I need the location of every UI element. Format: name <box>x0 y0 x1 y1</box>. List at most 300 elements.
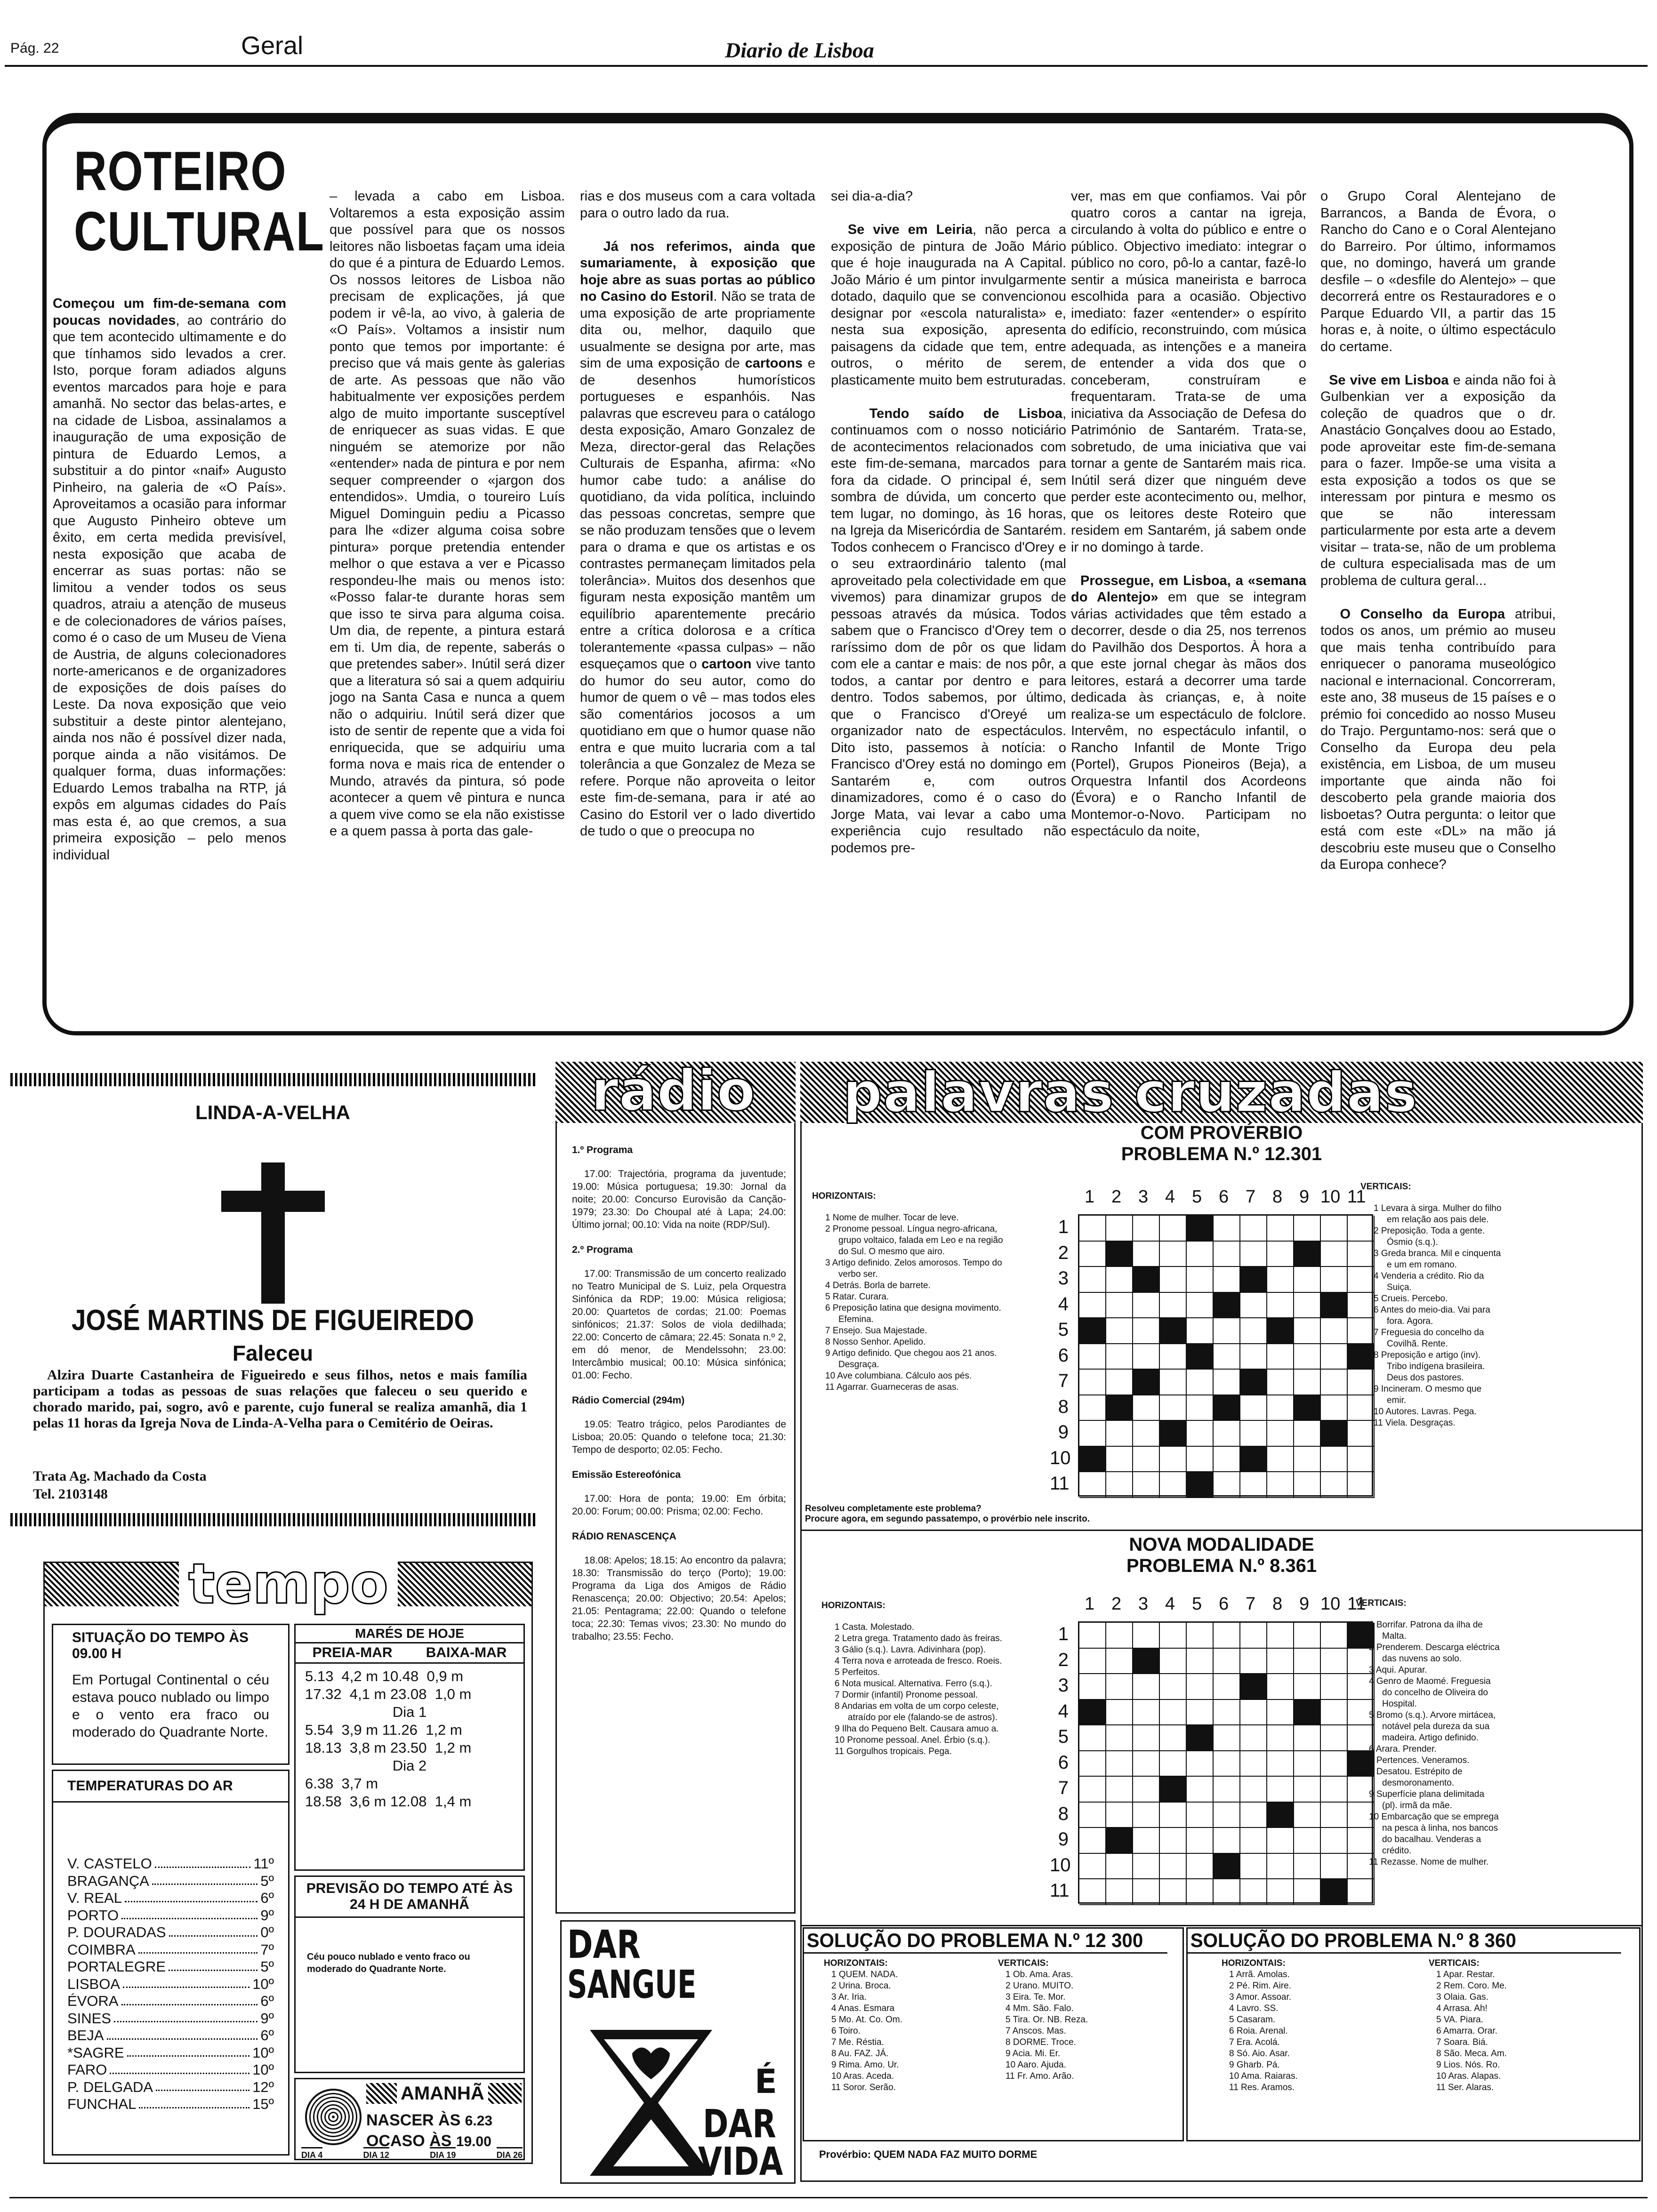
clue-item: 2 Preposição. Toda a gente. Ósmio (s.q.). <box>1374 1226 1485 1247</box>
grid-cell[interactable] <box>1187 1370 1214 1395</box>
clue-item: 2 Prenderem. Descarga eléctrica das nuvens ao solo. <box>1369 1643 1500 1664</box>
grid-cell[interactable] <box>1187 1649 1214 1675</box>
clue-item: 5 Bromo (s.q.). Arvore mirtácea, notável pela dureza da sua madeira. Artigo definido. <box>1369 1710 1496 1743</box>
grid-cell[interactable] <box>1079 1879 1106 1905</box>
grid-cell[interactable] <box>1294 1879 1321 1905</box>
grid-cell[interactable] <box>1267 1447 1294 1473</box>
grid-cell[interactable] <box>1267 1242 1294 1267</box>
grid-col-number: 11 <box>1347 1187 1366 1207</box>
grid-cell[interactable] <box>1133 1370 1160 1395</box>
s2-h-label: HORIZONTAIS: <box>1222 1958 1286 1968</box>
grid-cell[interactable] <box>1160 1777 1187 1803</box>
s1-h-list <box>818 1969 959 2093</box>
grid-cell[interactable] <box>1160 1370 1187 1395</box>
grid-cell[interactable] <box>1240 1725 1267 1751</box>
grid-cell[interactable] <box>1294 1828 1321 1854</box>
grid-cell[interactable] <box>1133 1803 1160 1828</box>
grid-cell[interactable] <box>1079 1216 1106 1242</box>
clue-item: 7 Ensejo. Sua Majestade. <box>825 1326 927 1336</box>
grid-col-number: 11 <box>1347 1594 1366 1614</box>
grid-cell[interactable] <box>1214 1216 1240 1242</box>
grid-cell[interactable] <box>1133 1472 1160 1498</box>
solution-item: 8 São. Meca. Am. <box>1436 2049 1507 2059</box>
grid-cell[interactable] <box>1079 1344 1106 1370</box>
grid-cell[interactable] <box>1214 1854 1240 1880</box>
grid-cell[interactable] <box>1133 1854 1160 1880</box>
p2-h-list <box>821 1622 1019 1757</box>
grid-cell[interactable] <box>1106 1623 1133 1649</box>
grid-cell[interactable] <box>1267 1674 1294 1700</box>
grid-cell[interactable] <box>1321 1267 1348 1293</box>
grid-cell[interactable] <box>1267 1216 1294 1242</box>
grid-cell[interactable] <box>1294 1623 1321 1649</box>
grid-cell[interactable] <box>1106 1777 1133 1803</box>
grid-cell[interactable] <box>1133 1879 1160 1905</box>
clue-item: 6 Preposição latina que designa movimento. Efemina. <box>825 1303 1001 1324</box>
clue-item: 4 Venderia a crédito. Rio da Suiça. <box>1374 1271 1484 1292</box>
grid-cell[interactable] <box>1160 1216 1187 1242</box>
grid-cell[interactable] <box>1240 1242 1267 1267</box>
grid-cell[interactable] <box>1106 1242 1133 1267</box>
clue-item: 9 Incineram. O mesmo que emir. <box>1374 1384 1482 1405</box>
grid-cell[interactable] <box>1160 1725 1187 1751</box>
grid-cell[interactable] <box>1240 1828 1267 1854</box>
grid-cell[interactable] <box>1187 1447 1214 1473</box>
obituary-agency: Trata Ag. Machado da Costa <box>33 1468 207 1484</box>
grid-cell[interactable] <box>1133 1421 1160 1447</box>
grid-cell[interactable] <box>1079 1700 1106 1726</box>
grid-cell[interactable] <box>1079 1293 1106 1319</box>
grid-cell[interactable] <box>1321 1777 1348 1803</box>
grid-cell[interactable] <box>1079 1674 1106 1700</box>
grid-cell[interactable] <box>1240 1879 1267 1905</box>
grid-cell[interactable] <box>1133 1674 1160 1700</box>
grid-cell[interactable] <box>1214 1370 1240 1395</box>
grid-cell[interactable] <box>1106 1267 1133 1293</box>
grid-cell[interactable] <box>1240 1700 1267 1726</box>
grid-cell[interactable] <box>1294 1293 1321 1319</box>
grid-cell[interactable] <box>1240 1267 1267 1293</box>
grid-cell[interactable] <box>1133 1344 1160 1370</box>
grid-cell[interactable] <box>1106 1751 1133 1777</box>
grid-cell[interactable] <box>1079 1623 1106 1649</box>
grid-cell[interactable] <box>1294 1421 1321 1447</box>
clue-item: 1 Casta. Molestado. <box>835 1622 914 1632</box>
grid-cell[interactable] <box>1267 1370 1294 1395</box>
grid-cell[interactable] <box>1321 1725 1348 1751</box>
grid-cell[interactable] <box>1106 1421 1133 1447</box>
grid-cell[interactable] <box>1106 1447 1133 1473</box>
grid-cell[interactable] <box>1267 1623 1294 1649</box>
grid-cell[interactable] <box>1294 1318 1321 1344</box>
grid-cell[interactable] <box>1267 1649 1294 1675</box>
grid-cell[interactable] <box>1240 1447 1267 1473</box>
grid-cell[interactable] <box>1160 1649 1187 1675</box>
grid-cell[interactable] <box>1106 1649 1133 1675</box>
grid-cell[interactable] <box>1214 1318 1240 1344</box>
p1-note-1: Resolveu completamente este problema? <box>805 1504 981 1514</box>
grid-cell[interactable] <box>1133 1447 1160 1473</box>
grid-cell[interactable] <box>1106 1674 1133 1700</box>
grid-cell[interactable] <box>1294 1649 1321 1675</box>
grid-cell[interactable] <box>1267 1293 1294 1319</box>
grid-cell[interactable] <box>1079 1854 1106 1880</box>
grid-cell[interactable] <box>1348 1447 1375 1473</box>
grid-cell[interactable] <box>1321 1623 1348 1649</box>
grid-cell[interactable] <box>1133 1751 1160 1777</box>
radio-p4-title: Emissão Estereofónica <box>572 1469 681 1480</box>
grid-cell[interactable] <box>1187 1751 1214 1777</box>
grid-cell[interactable] <box>1214 1242 1240 1267</box>
grid-cell[interactable] <box>1294 1777 1321 1803</box>
grid-cell[interactable] <box>1294 1725 1321 1751</box>
grid-cell[interactable] <box>1079 1777 1106 1803</box>
grid-cell[interactable] <box>1187 1828 1214 1854</box>
grid-cell[interactable] <box>1133 1395 1160 1421</box>
grid-cell[interactable] <box>1240 1421 1267 1447</box>
grid-row-number: 6 <box>1058 1752 1069 1773</box>
grid-cell[interactable] <box>1187 1293 1214 1319</box>
grid-cell[interactable] <box>1160 1623 1187 1649</box>
grid-col-number: 9 <box>1299 1187 1310 1207</box>
grid-cell[interactable] <box>1160 1344 1187 1370</box>
radio-p3-title: Rádio Comercial (294m) <box>572 1395 685 1406</box>
temp-row <box>67 1855 274 1873</box>
grid-cell[interactable] <box>1267 1879 1294 1905</box>
grid-cell[interactable] <box>1160 1674 1187 1700</box>
temp-value: 6º <box>260 1890 274 1906</box>
grid-cell[interactable] <box>1294 1751 1321 1777</box>
grid-cell[interactable] <box>1187 1854 1214 1880</box>
grid-cell[interactable] <box>1079 1370 1106 1395</box>
grid-cell[interactable] <box>1294 1242 1321 1267</box>
grid-cell[interactable] <box>1214 1623 1240 1649</box>
grid-cell[interactable] <box>1294 1854 1321 1880</box>
section-name: Geral <box>241 32 304 60</box>
grid-cell[interactable] <box>1106 1879 1133 1905</box>
grid-row-number: 5 <box>1058 1319 1069 1340</box>
grid-cell[interactable] <box>1160 1828 1187 1854</box>
grid-cell[interactable] <box>1187 1777 1214 1803</box>
grid-cell[interactable] <box>1106 1395 1133 1421</box>
grid-cell[interactable] <box>1294 1674 1321 1700</box>
temp-value: 12º <box>252 2078 274 2095</box>
grid-cell[interactable] <box>1133 1216 1160 1242</box>
grid-cell[interactable] <box>1267 1751 1294 1777</box>
grid-cell[interactable] <box>1214 1421 1240 1447</box>
grid-cell[interactable] <box>1240 1344 1267 1370</box>
grid-cell[interactable] <box>1240 1649 1267 1675</box>
grid-cell[interactable] <box>1133 1700 1160 1726</box>
proverbio-label: Provérbio: <box>819 2148 871 2160</box>
situacao-title: SITUAÇÃO DO TEMPO ÀS 09.00 H <box>72 1630 249 1661</box>
solution-item: 3 Olaia. Gas. <box>1436 1992 1488 2002</box>
grid-cell[interactable] <box>1321 1293 1348 1319</box>
grid-cell[interactable] <box>1214 1395 1240 1421</box>
grid-cell[interactable] <box>1106 1216 1133 1242</box>
solution-1-title: SOLUÇÃO DO PROBLEMA N.º 12 300 <box>804 1929 1167 1954</box>
grid-cell[interactable] <box>1214 1777 1240 1803</box>
radio-p1-title: 1.º Programa <box>572 1145 633 1155</box>
clue-item: 11 Gorgulhos tropicais. Pega. <box>835 1747 952 1756</box>
grid-cell[interactable] <box>1348 1472 1375 1498</box>
grid-cell[interactable] <box>1079 1421 1106 1447</box>
temp-city: PORTO <box>67 1907 119 1923</box>
grid-cell[interactable] <box>1106 1344 1133 1370</box>
grid-cell[interactable] <box>1160 1421 1187 1447</box>
temp-value: 5º <box>260 1872 274 1889</box>
grid-cell[interactable] <box>1321 1242 1348 1267</box>
grid-cell[interactable] <box>1321 1318 1348 1344</box>
grid-cell[interactable] <box>1321 1751 1348 1777</box>
clue-item: 5 Ratar. Curara. <box>825 1292 889 1302</box>
grid-cell[interactable] <box>1321 1472 1348 1498</box>
grid-cell[interactable] <box>1079 1472 1106 1498</box>
grid-cell[interactable] <box>1240 1216 1267 1242</box>
grid-cell[interactable] <box>1133 1242 1160 1267</box>
grid-cell[interactable] <box>1187 1216 1214 1242</box>
grid-cell[interactable] <box>1240 1318 1267 1344</box>
grid-cell[interactable] <box>1160 1854 1187 1880</box>
solution-item: 11 Res. Aramos. <box>1229 2083 1295 2092</box>
temp-row <box>67 1890 274 1907</box>
grid-cell[interactable] <box>1214 1879 1240 1905</box>
grid-cell[interactable] <box>1321 1674 1348 1700</box>
solution-item: 9 Lios. Nós. Ro. <box>1436 2060 1500 2070</box>
grid-cell[interactable] <box>1267 1700 1294 1726</box>
s2-v-label: VERTICAIS: <box>1429 1958 1480 1968</box>
grid-cell[interactable] <box>1267 1854 1294 1880</box>
p1-note-2: Procure agora, em segundo passatempo, o provérbio nele inscrito. <box>805 1514 1090 1524</box>
header-rule <box>5 65 1648 67</box>
grid-cell[interactable] <box>1079 1318 1106 1344</box>
grid-cell[interactable] <box>1267 1725 1294 1751</box>
temp-row <box>67 1941 274 1959</box>
grid-cell[interactable] <box>1267 1777 1294 1803</box>
grid-col-number: 2 <box>1111 1594 1122 1614</box>
grid-cell[interactable] <box>1106 1700 1133 1726</box>
grid-cell[interactable] <box>1240 1777 1267 1803</box>
grid-cell[interactable] <box>1160 1879 1187 1905</box>
grid-cell[interactable] <box>1321 1370 1348 1395</box>
grid-cell[interactable] <box>1267 1421 1294 1447</box>
grid-cell[interactable] <box>1187 1725 1214 1751</box>
p2-sub: NOVA MODALIDADE <box>1129 1534 1314 1555</box>
obituary-name: JOSÉ MARTINS DE FIGUEIREDO <box>72 1304 474 1337</box>
grid-cell[interactable] <box>1321 1649 1348 1675</box>
p2-v-list <box>1356 1619 1502 1868</box>
grid-cell[interactable] <box>1187 1421 1214 1447</box>
clue-item: 4 Terra nova e arroteada de fresco. Roeis. <box>835 1656 1002 1666</box>
grid-cell[interactable] <box>1079 1267 1106 1293</box>
grid-cell[interactable] <box>1214 1344 1240 1370</box>
grid-cell[interactable] <box>1348 1879 1375 1905</box>
grid-cell[interactable] <box>1240 1370 1267 1395</box>
grid-cell[interactable] <box>1214 1725 1240 1751</box>
grid-cell[interactable] <box>1133 1623 1160 1649</box>
grid-cell[interactable] <box>1240 1623 1267 1649</box>
grid-cell[interactable] <box>1240 1854 1267 1880</box>
grid-cell[interactable] <box>1214 1751 1240 1777</box>
grid-cell[interactable] <box>1294 1803 1321 1828</box>
obituary-tel: Tel. 2103148 <box>33 1486 108 1502</box>
grid-cell[interactable] <box>1214 1267 1240 1293</box>
grid-cell[interactable] <box>1187 1267 1214 1293</box>
temp-row <box>67 2044 274 2062</box>
grid-cell[interactable] <box>1106 1318 1133 1344</box>
grid-cell[interactable] <box>1133 1318 1160 1344</box>
grid-cell[interactable] <box>1133 1828 1160 1854</box>
grid-cell[interactable] <box>1294 1395 1321 1421</box>
clue-item: 10 Pronome pessoal. Anel. Érbio (s.q.). <box>835 1735 990 1745</box>
grid-cell[interactable] <box>1079 1447 1106 1473</box>
grid-cell[interactable] <box>1160 1700 1187 1726</box>
grid-cell[interactable] <box>1321 1421 1348 1447</box>
grid-cell[interactable] <box>1294 1472 1321 1498</box>
grid-cell[interactable] <box>1267 1267 1294 1293</box>
grid-cell[interactable] <box>1187 1674 1214 1700</box>
grid-cell[interactable] <box>1294 1267 1321 1293</box>
grid-cell[interactable] <box>1106 1803 1133 1828</box>
previsao-text: Céu pouco nublado e vento fraco ou moderado do Quadrante Norte. <box>307 1952 470 1974</box>
radio-p4-text: 17.00: Hora de ponta; 19.00: Em órbita; 20.00: Forum; 00.00: Prisma; 02.00: Fecho. <box>572 1493 786 1517</box>
grid-cell[interactable] <box>1160 1751 1187 1777</box>
grid-cell[interactable] <box>1106 1854 1133 1880</box>
grid-cell[interactable] <box>1214 1828 1240 1854</box>
grid-cell[interactable] <box>1106 1828 1133 1854</box>
grid-cell[interactable] <box>1133 1725 1160 1751</box>
grid-cell[interactable] <box>1133 1777 1160 1803</box>
grid-cell[interactable] <box>1214 1447 1240 1473</box>
grid-row-number: 10 <box>1050 1854 1071 1875</box>
grid-cell[interactable] <box>1267 1395 1294 1421</box>
grid-cell[interactable] <box>1294 1216 1321 1242</box>
grid-cell[interactable] <box>1079 1649 1106 1675</box>
grid-cell[interactable] <box>1321 1879 1348 1905</box>
grid-row-number: 8 <box>1058 1396 1069 1417</box>
grid-cell[interactable] <box>1240 1674 1267 1700</box>
grid-cell[interactable] <box>1321 1700 1348 1726</box>
grid-row-number: 1 <box>1058 1624 1069 1644</box>
grid-cell[interactable] <box>1240 1803 1267 1828</box>
grid-cell[interactable] <box>1079 1242 1106 1267</box>
temp-city: V. REAL <box>67 1890 122 1906</box>
grid-cell[interactable] <box>1267 1344 1294 1370</box>
grid-cell[interactable] <box>1160 1293 1187 1319</box>
grid-cell[interactable] <box>1160 1447 1187 1473</box>
grid-cell[interactable] <box>1321 1216 1348 1242</box>
amanha-label: AMANHÃ <box>397 2083 488 2104</box>
grid-cell[interactable] <box>1106 1725 1133 1751</box>
grid-cell[interactable] <box>1160 1267 1187 1293</box>
grid-cell[interactable] <box>1187 1623 1214 1649</box>
temp-city: P. DELGADA <box>67 2078 153 2095</box>
grid-cell[interactable] <box>1133 1649 1160 1675</box>
grid-cell[interactable] <box>1267 1828 1294 1854</box>
grid-cell[interactable] <box>1187 1700 1214 1726</box>
grid-cell[interactable] <box>1214 1649 1240 1675</box>
grid-row-number: 10 <box>1050 1447 1071 1468</box>
grid-cell[interactable] <box>1187 1395 1214 1421</box>
grid-cell[interactable] <box>1240 1472 1267 1498</box>
grid-cell[interactable] <box>1214 1674 1240 1700</box>
clue-item: 9 Superfície plana delimitada (pl). irmã da mãe. <box>1369 1789 1485 1811</box>
grid-cell[interactable] <box>1267 1472 1294 1498</box>
grid-cell[interactable] <box>1187 1318 1214 1344</box>
grid-cell[interactable] <box>1240 1293 1267 1319</box>
p1-h-label: HORIZONTAIS: <box>812 1191 876 1201</box>
grid-cell[interactable] <box>1160 1318 1187 1344</box>
grid-cell[interactable] <box>1106 1370 1133 1395</box>
mares-title: MARÉS DE HOJE <box>296 1625 523 1643</box>
grid-cell[interactable] <box>1214 1700 1240 1726</box>
grid-cell[interactable] <box>1294 1447 1321 1473</box>
temp-row <box>67 1873 274 1890</box>
grid-cell[interactable] <box>1160 1242 1187 1267</box>
grid-cell[interactable] <box>1187 1242 1214 1267</box>
grid-cell[interactable] <box>1321 1803 1348 1828</box>
grid-cell[interactable] <box>1321 1854 1348 1880</box>
grid-cell[interactable] <box>1267 1318 1294 1344</box>
grid-cell[interactable] <box>1160 1395 1187 1421</box>
grid-cell[interactable] <box>1079 1751 1106 1777</box>
grid-cell[interactable] <box>1214 1472 1240 1498</box>
temp-city: *SAGRE <box>67 2044 124 2061</box>
grid-cell[interactable] <box>1187 1803 1214 1828</box>
grid-cell[interactable] <box>1294 1700 1321 1726</box>
clue-item: 4 Detrás. Borla de barrete. <box>825 1281 931 1290</box>
grid-cell[interactable] <box>1187 1344 1214 1370</box>
grid-cell[interactable] <box>1321 1447 1348 1473</box>
grid-col-number: 7 <box>1246 1187 1256 1207</box>
clue-item: 9 Ilha do Pequeno Belt. Causara amuo a. <box>835 1724 999 1734</box>
grid-cell[interactable] <box>1294 1344 1321 1370</box>
temp-value: 10º <box>252 2061 274 2078</box>
grid-cell[interactable] <box>1240 1395 1267 1421</box>
grid-cell[interactable] <box>1214 1803 1240 1828</box>
grid-cell[interactable] <box>1160 1472 1187 1498</box>
grid-cell[interactable] <box>1321 1344 1348 1370</box>
grid-cell[interactable] <box>1079 1395 1106 1421</box>
temp-city: LISBOA <box>67 1975 120 1992</box>
grid-col-number: 8 <box>1272 1187 1283 1207</box>
grid-cell[interactable] <box>1187 1472 1214 1498</box>
ocaso-value: 19.00 <box>456 2134 491 2149</box>
grid-cell[interactable] <box>1106 1293 1133 1319</box>
grid-col-number: 1 <box>1085 1187 1095 1207</box>
grid-cell[interactable] <box>1079 1803 1106 1828</box>
moon-phase-3: DIA 19 <box>430 2147 456 2160</box>
grid-cell[interactable] <box>1321 1828 1348 1854</box>
grid-cell[interactable] <box>1267 1803 1294 1828</box>
grid-cell[interactable] <box>1294 1370 1321 1395</box>
grid-col-number: 1 <box>1085 1594 1095 1614</box>
grid-row-number: 9 <box>1058 1422 1069 1443</box>
grid-cell[interactable] <box>1079 1725 1106 1751</box>
grid-cell[interactable] <box>1079 1828 1106 1854</box>
clue-item: 3 Greda branca. Mil e cinquenta e um em romano. <box>1374 1249 1501 1270</box>
grid-cell[interactable] <box>1133 1267 1160 1293</box>
grid-cell[interactable] <box>1187 1879 1214 1905</box>
grid-cell[interactable] <box>1160 1803 1187 1828</box>
grid-cell[interactable] <box>1214 1293 1240 1319</box>
clue-item: 6 Nota musical. Alternativa. Ferro (s.q.). <box>835 1679 992 1689</box>
solution-item: 10 Ama. Raiaras. <box>1229 2071 1298 2081</box>
grid-cell[interactable] <box>1106 1472 1133 1498</box>
grid-cell[interactable] <box>1133 1293 1160 1319</box>
grid-cell[interactable] <box>1240 1751 1267 1777</box>
grid-cell[interactable] <box>1321 1395 1348 1421</box>
